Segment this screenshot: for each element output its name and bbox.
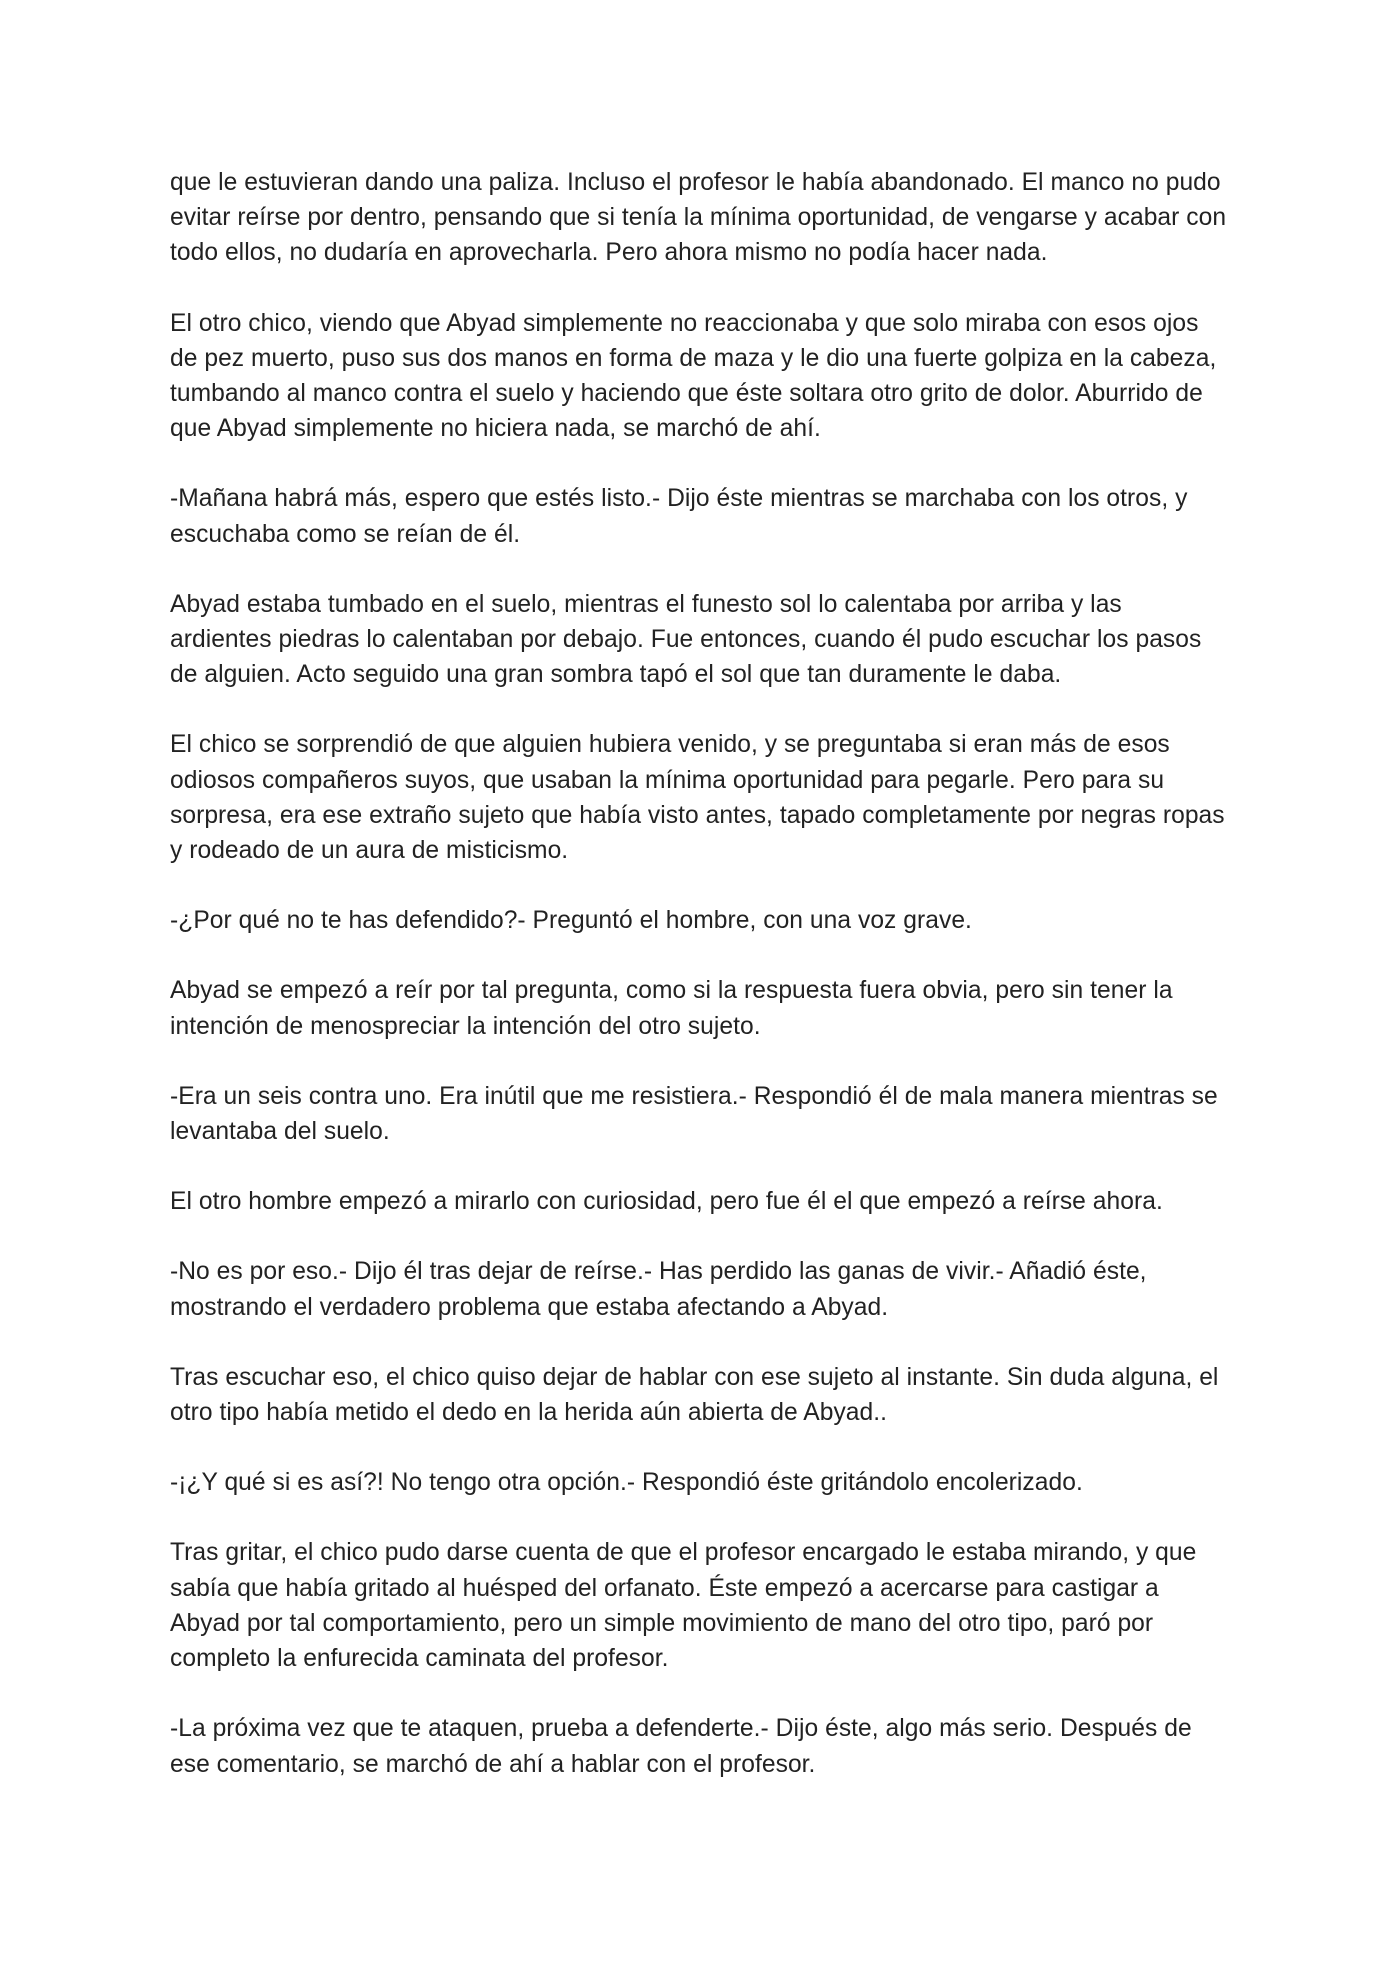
paragraph: que le estuvieran dando una paliza. Incluso el profesor le había abandonado. El manco no pudo evitar reírse por dentro, pensando que si tenía la mínima oportunidad, de vengarse y acabar con todo ellos, no dudaría en aprovecharla. Pero ahora mismo no podía hacer nada. [170, 169, 1227, 267]
paragraph: Tras gritar, el chico pudo darse cuenta de que el profesor encargado le estaba mirando, y que sabía que había gritado al huésped del orfanato. Éste empezó a acercarse para castigar a Abyad por tal comportamiento, pero un simple movimiento de mano del otro tipo, paró por completo la enfurecida caminata del profesor. [170, 1539, 1197, 1673]
paragraph: Abyad estaba tumbado en el suelo, mientras el funesto sol lo calentaba por arriba y las ardientes piedras lo calentaban por debajo. Fue entonces, cuando él pudo escuchar los pasos de alguien. Acto seguido una gran sombra tapó el sol que tan duramente le daba. [170, 590, 1202, 689]
document-body [170, 165, 1230, 1817]
paragraph: -¿Por qué no te has defendido?- Preguntó el hombre, con una voz grave. [170, 907, 972, 935]
paragraph: El otro hombre empezó a mirarlo con curiosidad, pero fue él el que empezó a reírse ahora. [170, 1188, 1163, 1216]
paragraph: Abyad se empezó a reír por tal pregunta, como si la respuesta fuera obvia, pero sin tener la intención de menospreciar la intención del otro sujeto. [170, 977, 1173, 1040]
paragraph: -La próxima vez que te ataquen, prueba a defenderte.- Dijo éste, algo más serio. Después de ese comentario, se marchó de ahí a hablar con el profesor. [170, 1715, 1192, 1778]
paragraph: El chico se sorprendió de que alguien hubiera venido, y se preguntaba si eran más de esos odiosos compañeros suyos, que usaban la mínima oportunidad para pegarle. Pero para su sorpresa, era ese extraño sujeto que había visto antes, tapado completamente por negras ropas y rodeado de un aura de misticismo. [170, 731, 1225, 865]
paragraph: Tras escuchar eso, el chico quiso dejar de hablar con ese sujeto al instante. Sin duda alguna, el otro tipo había metido el dedo en la herida aún abierta de Abyad.. [170, 1363, 1219, 1427]
paragraph: -Mañana habrá más, espero que estés listo.- Dijo éste mientras se marchaba con los otros, y escuchaba como se reían de él. [170, 485, 1188, 548]
paragraph: -¡¿Y qué si es así?! No tengo otra opción.- Respondió éste gritándolo encolerizado. [170, 1469, 1083, 1497]
paragraph: El otro chico, viendo que Abyad simplemente no reaccionaba y que solo miraba con esos ojos de pez muerto, puso sus dos manos en forma de maza y le dio una fuerte golpiza en la cabeza, tumbando al manco contra el suelo y haciendo que éste soltara otro grito de dolor. Aburrido de que Abyad simplemente no hiciera nada, se marchó de ahí. [170, 309, 1217, 443]
paragraph: -No es por eso.- Dijo él tras dejar de reírse.- Has perdido las ganas de vivir.- Añadió éste, mostrando el verdadero problema que estaba afectando a Abyad. [170, 1258, 1147, 1321]
paragraph: -Era un seis contra uno. Era inútil que me resistiera.- Respondió él de mala manera mientras se levantaba del suelo. [170, 1082, 1218, 1146]
